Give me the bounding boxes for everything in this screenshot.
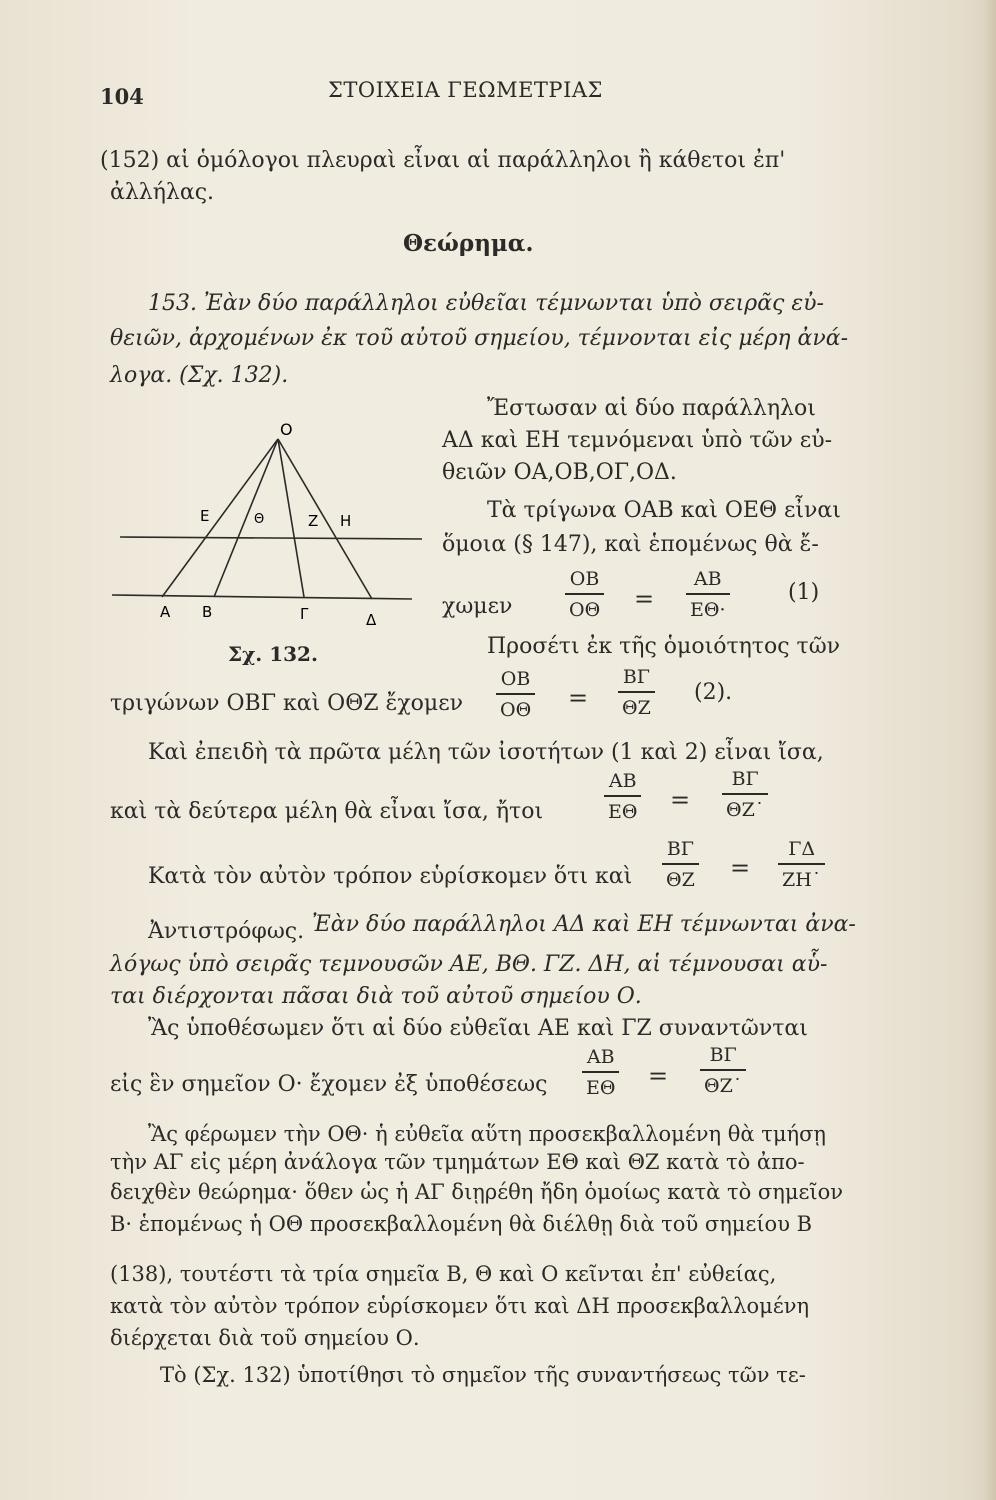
proof-line-11: Κατὰ τὸν αὐτὸν τρόπον εὑρίσκομεν ὅτι καὶ [148, 864, 633, 889]
converse-line-2: λόγως ὑπὸ σειρᾶς τεμνουσῶν ΑΕ, ΒΘ. ΓΖ. ΔΗ, αἱ τέμνουσαι αὗ- [110, 952, 828, 977]
numerator: ΑΒ [582, 1046, 619, 1073]
denominator: ΘΖ˙ [704, 1075, 743, 1097]
denominator: ΕΘ [586, 1077, 616, 1099]
proof-line-8: τριγώνων ΟΒΓ καὶ ΟΘΖ ἔχομεν [110, 691, 463, 716]
numerator: ΑΒ [604, 770, 641, 797]
converse-line-10: (138), τουτέστι τὰ τρία σημεῖα Β, Θ καὶ Ο κεῖνται ἐπ' εὐθείας, [110, 1262, 777, 1286]
converse-line-1: Ἐὰν δύο παράλληλοι ΑΔ καὶ ΕΗ τέμνωνται ἀνα- [312, 912, 856, 937]
fraction-AB-ETheta [686, 568, 730, 622]
proof-line-10: καὶ τὰ δεύτερα μέλη θὰ εἶναι ἴσα, ἤτοι [110, 799, 544, 824]
fraction-GD-ZH [778, 838, 825, 892]
line-AD [112, 595, 412, 599]
numerator: ΟΒ [565, 568, 604, 595]
line-EH [120, 537, 422, 539]
fraction-OB-OTheta-2 [496, 668, 535, 722]
numerator: ΓΔ [778, 838, 825, 865]
denominator: ΖΗ˙ [782, 869, 822, 891]
numerator: ΒΓ [662, 838, 699, 865]
converse-line-3: ται διέρχονται πᾶσαι διὰ τοῦ αὐτοῦ σημείου Ο. [110, 984, 642, 1009]
converse-line-7: τὴν ΑΓ εἰς μέρη ἀνάλογα τῶν τμημάτων ΕΘ καὶ ΘΖ κατὰ τὸ ἀπο- [110, 1150, 805, 1174]
denominator: ΟΘ [500, 699, 532, 721]
proof-line-1: Ἔστωσαν αἱ δύο παράλληλοι [487, 396, 816, 421]
proof-line-5: ὅμοια (§ 147), καὶ ἑπομένως θὰ ἔ- [442, 532, 819, 557]
numerator: ΑΒ [686, 568, 730, 595]
converse-line-6: Ἂς φέρωμεν τὴν ΟΘ· ἡ εὐθεῖα αὕτη προσεκβαλλομένη θὰ τμήσῃ [148, 1122, 826, 1146]
converse-line-5: εἰς ἓν σημεῖον Ο· ἔχομεν ἐξ ὑποθέσεως [110, 1072, 548, 1097]
theorem-line-3: λογα. (Σχ. 132). [110, 363, 289, 388]
numerator: ΒΓ [618, 666, 655, 693]
equals-sign: = [670, 786, 691, 814]
theorem-heading: Θεώρημα. [403, 230, 534, 257]
equals-sign: = [648, 1062, 669, 1090]
converse-line-12: διέρχεται διὰ τοῦ σημείου Ο. [110, 1326, 420, 1350]
converse-label: Ἀντιστρόφως. [148, 919, 305, 944]
denominator: ΕΘ [608, 801, 638, 823]
denominator: ΟΘ [569, 599, 601, 621]
label-A: Α [160, 603, 171, 621]
converse-line-11: κατὰ τὸν αὐτὸν τρόπον εὑρίσκομεν ὅτι καὶ ΔΗ προσεκβαλλομένη [110, 1294, 810, 1318]
proof-line-7: Προσέτι ἐκ τῆς ὁμοιότητος τῶν [487, 634, 841, 659]
label-E: Ε [200, 507, 210, 525]
closing-line: Τὸ (Σχ. 132) ὑποτίθησι τὸ σημεῖον τῆς συναντήσεως τῶν τε- [160, 1363, 806, 1387]
fraction-BG-ThetaZ-3 [662, 838, 699, 892]
intro-line-1: (152) αἱ ὁμόλογοι πλευραὶ εἶναι αἱ παράλληλοι ἢ κάθετοι ἐπ' [100, 148, 786, 173]
intro-line-2: ἀλλήλας. [110, 180, 215, 205]
converse-line-4: Ἂς ὑποθέσωμεν ὅτι αἱ δύο εὐθεῖαι ΑΕ καὶ ΓΖ συναντῶνται [148, 1016, 808, 1041]
proof-line-4: Τὰ τρίγωνα ΟΑΒ καὶ ΟΕΘ εἶναι [487, 498, 841, 523]
running-title: ΣΤΟΙΧΕΙΑ ΓΕΩΜΕΤΡΙΑΣ [328, 78, 603, 102]
label-D: Δ [366, 611, 377, 629]
label-H: Η [340, 512, 352, 530]
theorem-line-2: θειῶν, ἀρχομένων ἐκ τοῦ αὐτοῦ σημείου, τέμνονται εἰς μέρη ἀνά- [110, 326, 849, 351]
equals-sign: = [634, 585, 655, 613]
proof-line-6: χωμεν [442, 594, 513, 619]
fraction-AB-ETheta-3 [582, 1046, 619, 1100]
ray-OD [278, 439, 372, 599]
fraction-AB-ETheta-2 [604, 770, 641, 824]
proof-line-9: Καὶ ἐπειδὴ τὰ πρῶτα μέλη τῶν ἰσοτήτων (1 καὶ 2) εἶναι ἴσα, [148, 740, 824, 765]
proof-line-2: ΑΔ καὶ ΕΗ τεμνόμεναι ὑπὸ τῶν εὐ- [442, 428, 833, 453]
equals-sign: = [568, 684, 589, 712]
numerator: ΟΒ [496, 668, 535, 695]
label-theta: Θ [254, 512, 265, 527]
denominator: ΕΘ· [690, 599, 726, 621]
denominator: ΘΖ [622, 697, 651, 719]
label-Z: Ζ [308, 512, 319, 530]
denominator: ΘΖ˙ [726, 799, 765, 821]
numerator: ΒΓ [722, 768, 768, 795]
equals-sign: = [730, 854, 751, 882]
label-B: Β [202, 603, 213, 621]
converse-line-8: δειχθὲν θεώρημα· ὅθεν ὡς ἡ ΑΓ διῃρέθη ἤδη ὁμοίως κατὰ τὸ σημεῖον [110, 1180, 844, 1204]
equation-label-2: (2). [694, 680, 733, 705]
denominator: ΘΖ [666, 869, 695, 891]
label-G: Γ [300, 605, 309, 623]
label-O: Ο [280, 420, 293, 439]
fraction-OB-OTheta [565, 568, 604, 622]
equation-label-1: (1) [788, 580, 820, 605]
fraction-BG-ThetaZ-4 [700, 1044, 746, 1098]
page-edge [982, 0, 996, 1500]
proof-line-3: θειῶν ΟΑ,ΟΒ,ΟΓ,ΟΔ. [442, 460, 677, 485]
converse-line-9: Β· ἑπομένως ἡ ΟΘ προσεκβαλλομένη θὰ διέλθῃ διὰ τοῦ σημείου Β [110, 1212, 813, 1236]
numerator: ΒΓ [700, 1044, 746, 1071]
ray-OB [214, 439, 278, 597]
figure-caption: Σχ. 132. [228, 642, 318, 666]
theorem-line-1: 153. Ἐὰν δύο παράλληλοι εὐθεῖαι τέμνωνται ὑπὸ σειρᾶς εὐ- [148, 291, 824, 316]
figure-132 [110, 415, 440, 630]
page-number: 104 [100, 84, 144, 109]
fraction-BG-ThetaZ-2 [722, 768, 768, 822]
fraction-BG-ThetaZ [618, 666, 655, 720]
